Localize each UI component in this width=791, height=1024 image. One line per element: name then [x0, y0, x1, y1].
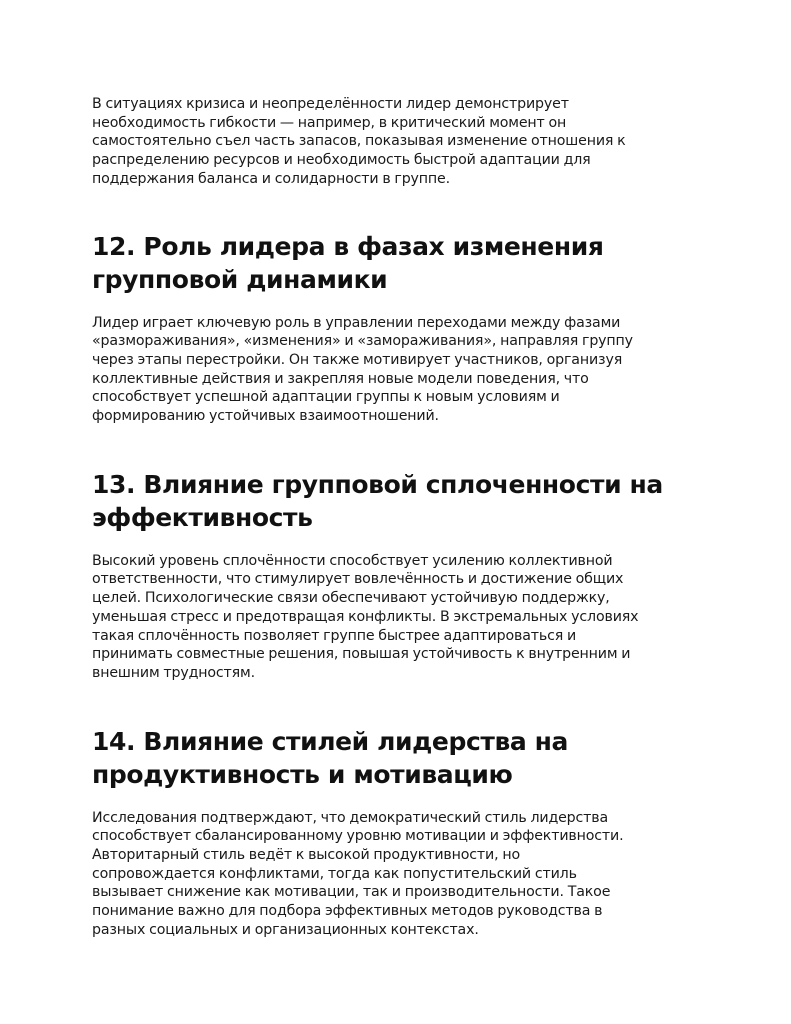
text-line: Высокий уровень сплочённости способствует усилению коллективной: [92, 552, 613, 569]
section-13: [92, 468, 702, 683]
section-14: [92, 725, 702, 940]
intro-paragraph: [92, 95, 702, 189]
section-paragraph: [92, 314, 702, 426]
heading-line: 12. Роль лидера в фазах изменения: [92, 231, 604, 261]
text-line: вызывает снижение как мотивации, так и производительности. Такое: [92, 884, 611, 901]
text-line: ответственности, что стимулирует вовлечённость и достижение общих: [92, 571, 624, 588]
text-line: формированию устойчивых взаимоотношений.: [92, 408, 439, 425]
text-line: Исследования подтверждают, что демократический стиль лидерства: [92, 809, 609, 826]
text-line: самостоятельно съел часть запасов, показывая изменение отношения к: [92, 133, 626, 150]
text-line: способствует сбалансированному уровню мотивации и эффективности.: [92, 828, 624, 845]
section-paragraph: [92, 809, 702, 940]
text-line: внешним трудностям.: [92, 664, 255, 681]
text-line: сопровождается конфликтами, тогда как попустительский стиль: [92, 865, 577, 882]
heading-line: групповой динамики: [92, 264, 388, 294]
heading-line: эффективность: [92, 502, 313, 532]
section-heading: [92, 725, 702, 791]
text-line: «размораживания», «изменения» и «замораживания», направляя группу: [92, 333, 633, 350]
text-line: Лидер играет ключевую роль в управлении переходами между фазами: [92, 314, 621, 331]
section-12: [92, 230, 702, 426]
text-line: коллективные действия и закрепляя новые модели поведения, что: [92, 370, 589, 387]
text-line: способствует успешной адаптации группы к новым условиям и: [92, 389, 560, 406]
text-line: необходимость гибкости — например, в критический момент он: [92, 114, 567, 131]
heading-line: продуктивность и мотивацию: [92, 759, 513, 789]
text-line: понимание важно для подбора эффективных методов руководства в: [92, 903, 603, 920]
text-line: В ситуациях кризиса и неопределённости лидер демонстрирует: [92, 96, 569, 112]
heading-line: 14. Влияние стилей лидерства на: [92, 726, 569, 756]
section-heading: [92, 468, 702, 534]
text-line: через этапы перестройки. Он также мотивирует участников, организуя: [92, 351, 623, 368]
document-page: [92, 95, 702, 940]
heading-line: 13. Влияние групповой сплоченности на: [92, 469, 663, 499]
section-heading: [92, 230, 702, 296]
text-line: целей. Психологические связи обеспечивают устойчивую поддержку,: [92, 590, 610, 607]
text-line: распределению ресурсов и необходимость быстрой адаптации для: [92, 152, 591, 169]
text-line: разных социальных и организационных контекстах.: [92, 921, 479, 938]
text-line: поддержания баланса и солидарности в группе.: [92, 170, 450, 187]
text-line: такая сплочённость позволяет группе быстрее адаптироваться и: [92, 627, 577, 644]
text-line: Авторитарный стиль ведёт к высокой продуктивности, но: [92, 847, 520, 864]
text-line: принимать совместные решения, повышая устойчивость к внутренним и: [92, 646, 631, 663]
section-paragraph: [92, 552, 702, 683]
text-line: уменьшая стресс и предотвращая конфликты. В экстремальных условиях: [92, 608, 639, 625]
